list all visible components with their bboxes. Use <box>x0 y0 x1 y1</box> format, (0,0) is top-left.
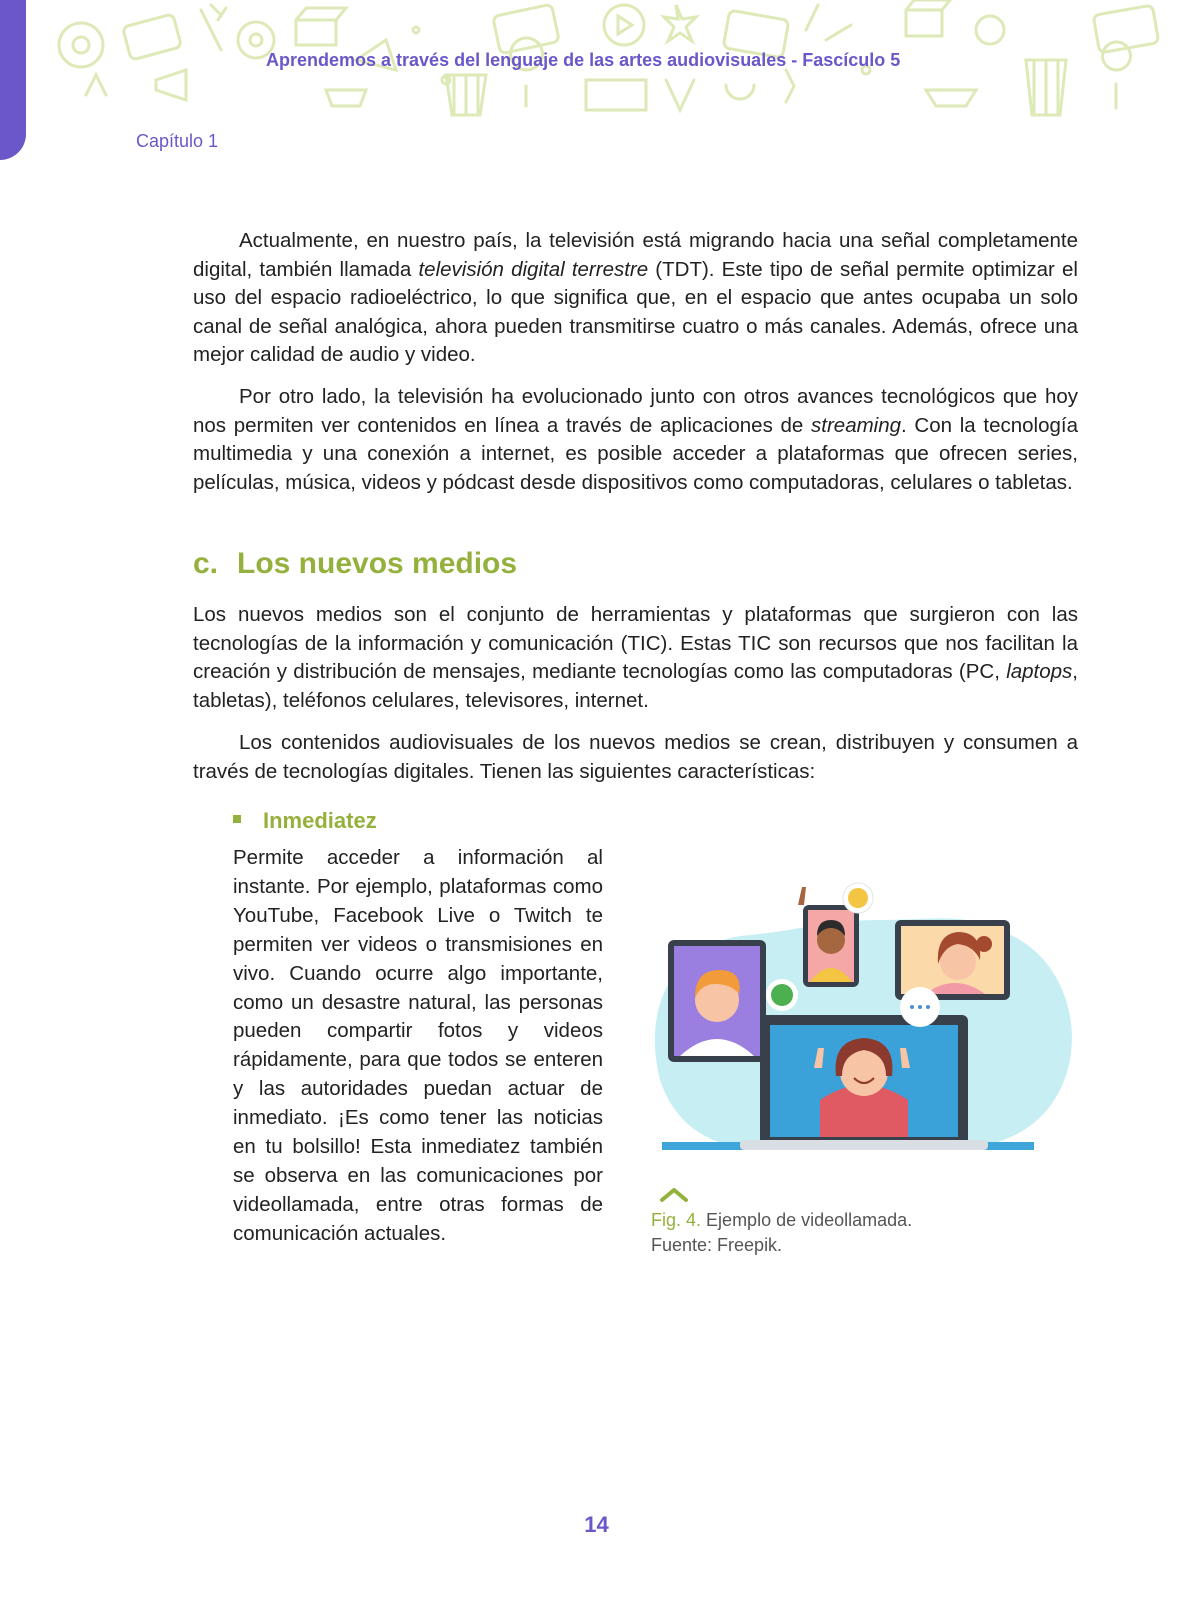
figure-caption <box>651 1208 912 1258</box>
figure-caption-text: Ejemplo de videollamada. <box>706 1210 913 1230</box>
page-number: 14 <box>584 1512 609 1537</box>
figure-source: Fuente: Freepik. <box>651 1235 783 1255</box>
bullet-heading <box>233 808 377 834</box>
paragraph-streaming: Por otro lado, la televisión ha evolucionado junto con otros avances tecnológicos que hoy nos permiten ver contenidos en línea a través de aplicaciones de streaming. Con la tecnología multimedia y una conexión a internet, es posible acceder a plataformas que ofrecen series, películas, música, videos y pódcast desde dispositivos como computadoras, celulares o tabletas. <box>193 385 1078 494</box>
header-title: Aprendemos a través del lenguaje de las artes audiovisuales - Fascículo 5 <box>266 50 901 70</box>
paragraph-tdt: Actualmente, en nuestro país, la televisión está migrando hacia una señal completamente digital, también llamada televisión digital terrestre (TDT). Este tipo de señal permite optimizar el uso del espacio radioeléctrico, lo que significa que, en el espacio que antes ocupaba un solo canal de señal analógica, ahora pueden transmitirse cuatro o más canales. Además, ofrece una mejor calidad de audio y video. <box>193 229 1078 367</box>
section-title: Los nuevos medios <box>237 547 518 580</box>
section-letter: c. <box>193 547 219 580</box>
bullet-title: Inmediatez <box>263 808 377 833</box>
chevron-up-icon <box>659 1186 689 1202</box>
chapter-label: Capítulo 1 <box>136 131 219 151</box>
paragraph-characteristics: Los contenidos audiovisuales de los nuevos medios se crean, distribuyen y consumen a través de tecnologías digitales. Tienen las siguientes características: <box>193 731 1078 783</box>
bullet-square-icon <box>233 815 241 823</box>
bullet-description: Permite acceder a información al instante. Por ejemplo, plataformas como YouTube, Facebook Live o Twitch te permiten ver videos o transmisiones en vivo. Cuando ocurre algo importante, como un desastre natural, las personas pueden compartir fotos y videos rápidamente, para que todos se enteren y las autoridades puedan actuar de inmediato. ¡Es como tener las noticias en tu bolsillo! Esta inmediatez también se observa en las comunicaciones por videollamada, entre otras formas de comunicación actuales. <box>233 846 603 1245</box>
figure-label: Fig. 4. <box>651 1210 702 1230</box>
paragraph-new-media: Los nuevos medios son el conjunto de herramientas y plataformas que surgieron con las tecnologías de la información y comunicación (TIC). Estas TIC son recursos que nos facilitan la creación y distribución de mensajes, mediante tecnologías como las computadoras (PC, laptops, tabletas), teléfonos celulares, televisores, internet. <box>193 603 1078 712</box>
section-heading <box>193 547 517 581</box>
side-tab <box>0 0 26 160</box>
videocall-illustration <box>640 880 1080 1180</box>
